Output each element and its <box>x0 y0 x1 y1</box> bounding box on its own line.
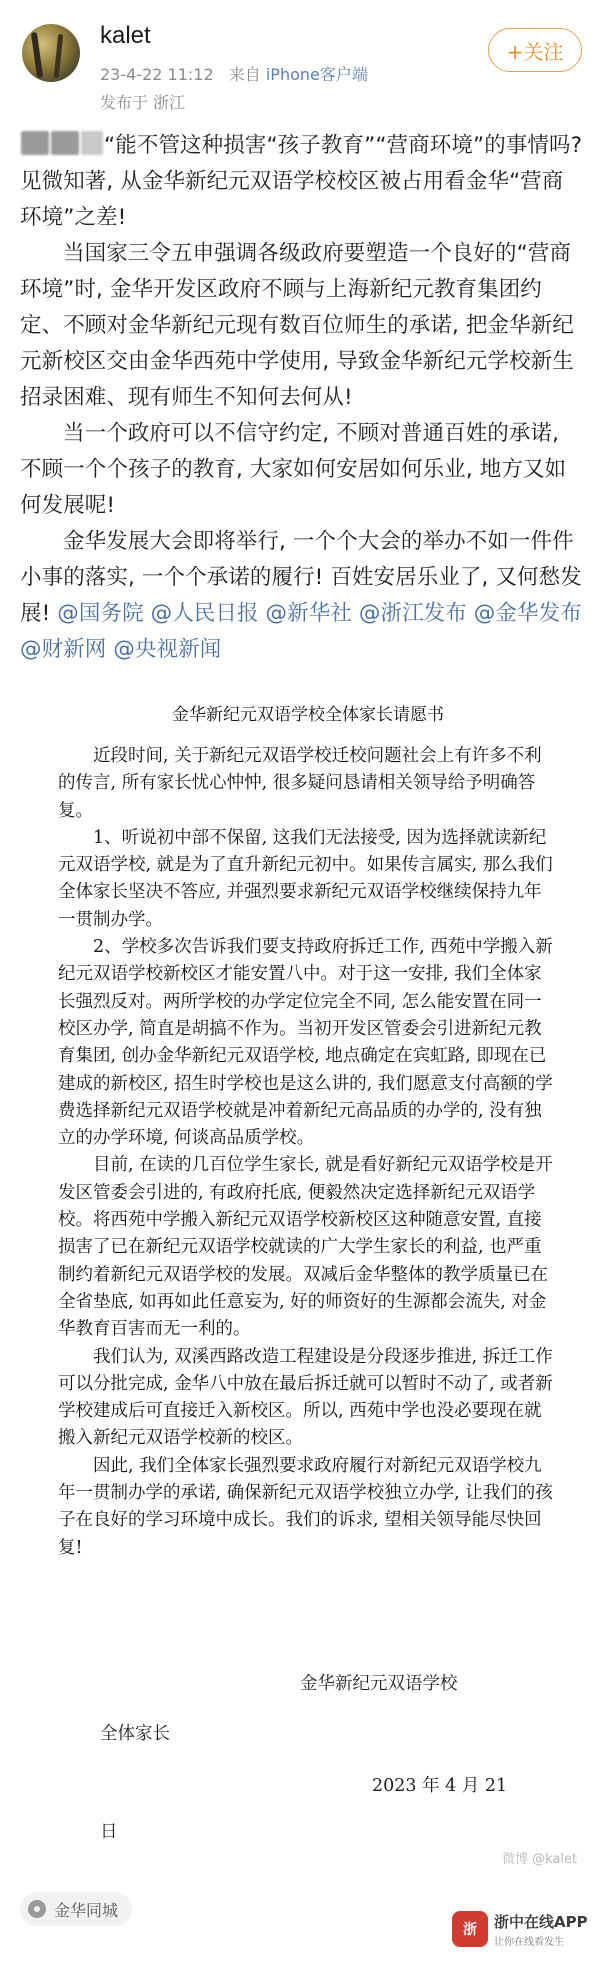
post-paragraph: 当一个政府可以不信守约定, 不顾对普通百姓的承诺, 不顾一个个孩子的教育, 大家如何安居如何乐业, 地方又如何发展呢! <box>20 421 567 518</box>
image-watermark: 微博 @kalet <box>502 1852 578 1867</box>
mention-links[interactable]: @国务院 @人民日报 @新华社 @浙江发布 @金华发布 @财新网 @央视新闻 <box>20 601 582 662</box>
source-link[interactable]: iPhone客户端 <box>265 65 368 84</box>
app-name: 浙中在线APP <box>494 1913 588 1931</box>
petition-letter-image[interactable] <box>58 700 558 1562</box>
post-header <box>0 0 600 120</box>
post-body <box>20 128 584 668</box>
letter-date-tail: 日 <box>100 1822 118 1842</box>
letter-signature: 金华新纪元双语学校 <box>300 1674 458 1694</box>
location-tag-label: 金华同城 <box>54 1900 119 1920</box>
post-paragraph: 金华发展大会即将举行, 一个个大会的举办不如一件件小事的落实, 一个个承诺的履行! 百姓安居乐业了, 又何愁发展! @国务院 @人民日报 @新华社 @浙江发布 @金华发布 @财新网 @央视新闻 <box>20 529 582 662</box>
letter-body <box>58 743 558 1562</box>
letter-paragraph: 我们认为, 双溪西路改造工程建设是分段逐步推进, 拆迁工作可以分批完成, 金华八中放在最后拆迁就可以暂时不动了, 或者新学校建成后可直接迁入新校区。所以, 西苑中学也没必要现在就搬入新纪元双语学校新的校区。 <box>58 1346 553 1449</box>
follow-button[interactable]: +关注 <box>488 28 582 72</box>
letter-paragraph: 目前, 在读的几百位学生家长, 就是看好新纪元双语学校是开发区管委会引进的, 有政府托底, 便毅然决定选择新纪元双语学校。将西苑中学搬入新纪元双语学校新校区这种随意安置, 直接损害了已在新纪元双语学校就读的广大学生家长的利益, 也严重制约着新纪元双语学校的发展。双减后金华整体的教学质量已在全省垫底, 如再如此任意妄为, 好的师资好的生源都会流失, 对金华教育百害而无一利的。 <box>58 1155 553 1340</box>
letter-paragraph: 因此, 我们全体家长强烈要求政府履行对新纪元双语学校九年一贯制办学的承诺, 确保新纪元双语学校独立办学, 让我们的孩子在良好的学习环境中成长。我们的诉求, 望相关领导能尽快回复! <box>58 1455 553 1558</box>
post-location: 发布于 浙江 <box>100 93 186 112</box>
letter-paragraph: 1、听说初中部不保留, 这我们无法接受, 因为选择就读新纪元双语学校, 就是为了直升新纪元初中。如果传言属实, 那么我们全体家长坚决不答应, 并强烈要求新纪元双语学校继续保持九年一贯制办学。 <box>58 827 553 930</box>
post-meta <box>100 62 368 85</box>
location-tag[interactable] <box>20 1892 132 1926</box>
letter-date: 2023 年 4 月 21 <box>372 1776 508 1796</box>
letter-signature-parents: 全体家长 <box>100 1724 170 1744</box>
timestamp: 23-4-22 11:12 <box>100 65 214 84</box>
app-watermark <box>452 1905 592 1953</box>
source-prefix: 来自 <box>228 65 261 84</box>
redacted-text <box>21 131 49 155</box>
app-logo-icon: 浙 <box>452 1911 488 1947</box>
location-icon <box>28 1900 46 1918</box>
redacted-text <box>81 131 103 155</box>
redacted-text <box>51 131 79 155</box>
app-slogan: 让你在线看发生 <box>494 1937 564 1948</box>
post-paragraph: “能不管这种损害“孩子教育”“营商环境”的事情吗? 见微知著, 从金华新纪元双语学校校区被占用看金华“营商环境”之差! <box>20 133 583 230</box>
post-paragraph: 当国家三令五申强调各级政府要塑造一个良好的“营商环境”时, 金华开发区政府不顾与上海新纪元教育集团约定、不顾对金华新纪元现有数百位师生的承诺, 把金华新纪元新校区交由金华西苑中学使用, 导致金华新纪元学校新生招录困难、现有师生不知何去何从! <box>20 241 574 410</box>
letter-paragraph: 近段时间, 关于新纪元双语学校迁校问题社会上有许多不利的传言, 所有家长忧心忡忡, 很多疑问恳请相关领导给予明确答复。 <box>58 746 542 821</box>
letter-title: 金华新纪元双语学校全体家长请愿书 <box>172 705 444 725</box>
username[interactable]: kalet <box>100 22 151 49</box>
avatar[interactable] <box>22 24 80 82</box>
letter-paragraph: 2、学校多次告诉我们要支持政府拆迁工作, 西苑中学搬入新纪元双语学校新校区才能安置八中。对于这一安排, 我们全体家长强烈反对。两所学校的办学定位完全不同, 怎么能安置在同一校区办学, 简直是胡搞不作为。当初开发区管委会引进新纪元教育集团, 创办金华新纪元双语学校, 地点确定在宾虹路, 即现在已建成的新校区, 招生时学校也是这么讲的, 我们愿意支付高额的学费选择新纪元双语学校就是冲着新纪元高品质的办学的, 没有独立的办学环境, 何谈高品质学校。 <box>58 937 553 1149</box>
